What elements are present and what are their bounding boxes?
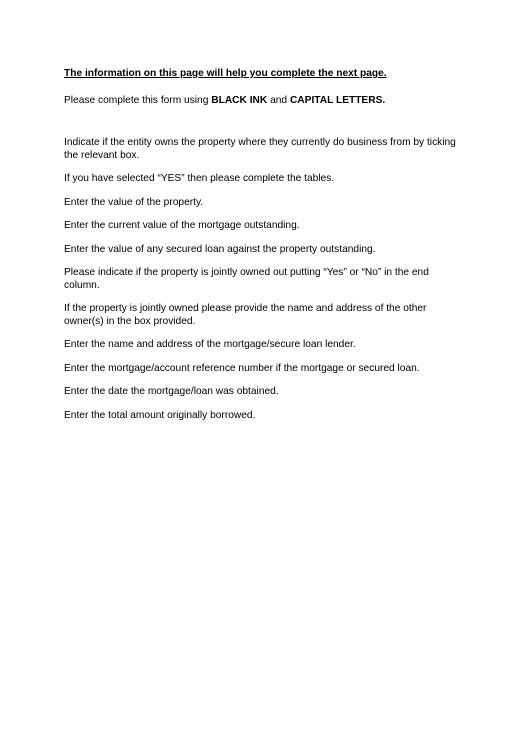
instruction-amount-borrowed: Enter the total amount originally borrowed.	[64, 409, 256, 421]
intro-emphasis-black-ink: BLACK INK	[211, 94, 268, 106]
instruction-list	[64, 137, 464, 422]
instruction-secured-loan: Enter the value of any secured loan against the property outstanding.	[64, 243, 376, 255]
instruction-lender: Enter the name and address of the mortgage/secure loan lender.	[64, 339, 356, 350]
intro-prefix: Please complete this form using	[64, 94, 212, 106]
intro-connector: and	[267, 94, 290, 106]
instruction-property-value: Enter the value of the property.	[64, 196, 204, 208]
instruction-reference-number: Enter the mortgage/account reference number if the mortgage or secured loan.	[64, 362, 420, 374]
instruction-other-owners: If the property is jointly owned please provide the name and address of the other owner(s) in the box provided.	[64, 303, 427, 327]
instruction-date-obtained: Enter the date the mortgage/loan was obtained.	[64, 386, 279, 397]
instruction-complete-tables: If you have selected “YES” then please complete the tables.	[64, 173, 335, 184]
intro-emphasis-capital-letters: CAPITAL LETTERS.	[289, 94, 386, 106]
instruction-jointly-owned: Please indicate if the property is jointly owned out putting “Yes” or “No” in the end column.	[64, 267, 429, 291]
intro-instruction	[64, 95, 464, 108]
page-heading: The information on this page will help you complete the next page.	[64, 68, 387, 79]
instruction-ownership: Indicate if the entity owns the property where they currently do business from by ticking the relevant box.	[64, 137, 456, 161]
instruction-mortgage-outstanding: Enter the current value of the mortgage outstanding.	[64, 220, 300, 231]
page-content	[64, 68, 464, 433]
